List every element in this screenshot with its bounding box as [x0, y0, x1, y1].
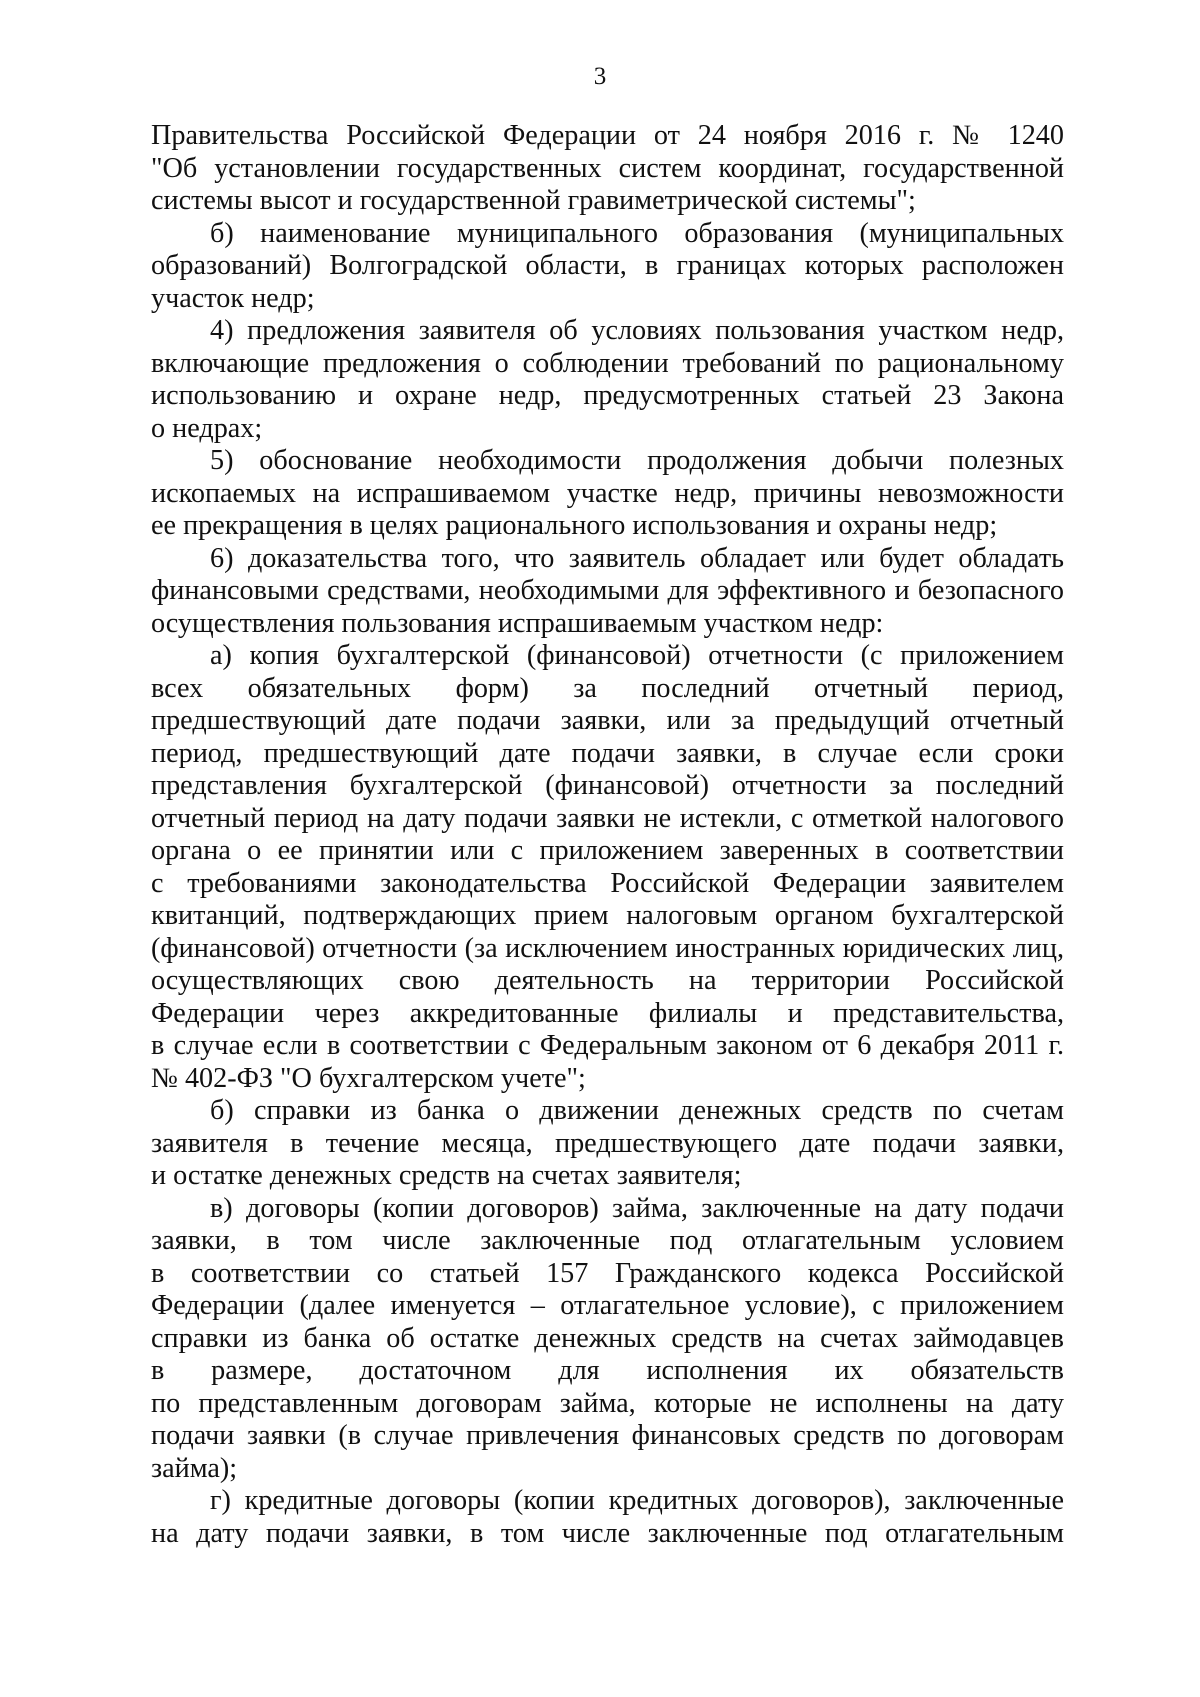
text-line: Федерации через аккредитованные филиалы и представительства,: [151, 997, 1064, 1029]
text-line: с требованиями законодательства Российской Федерации заявителем: [151, 867, 1064, 899]
text-line: осуществляющих свою деятельность на территории Российской: [151, 965, 1064, 996]
text-line: Федерации (далее именуется – отлагательное условие), с приложением: [151, 1290, 1064, 1321]
paragraph-first-line: 4) предложения заявителя об условиях пользования участком недр,: [210, 315, 1064, 346]
text-line: в размере, достаточном для исполнения их обязательств: [151, 1355, 1064, 1386]
page-number: 3: [593, 63, 607, 90]
text-line: представления бухгалтерской (финансовой) отчетности за последний: [151, 770, 1064, 801]
text-line: использованию и охране недр, предусмотренных статьей 23 Закона: [151, 380, 1064, 411]
body-text: [151, 120, 1064, 1550]
text-line: займа);: [151, 1452, 238, 1484]
text-line: заявки, в том числе заключенные под отлагательным условием: [151, 1225, 1064, 1256]
text-line: ископаемых на испрашиваемом участке недр, причины невозможности: [151, 477, 1064, 509]
text-line: и остатке денежных средств на счетах заявителя;: [151, 1160, 742, 1191]
text-line: системы высот и государственной гравиметрической системы";: [151, 185, 916, 216]
paragraph-first-line: в) договоры (копии договоров) займа, заключенные на дату подачи: [210, 1192, 1064, 1224]
text-line: на дату подачи заявки, в том числе заключенные под отлагательным: [151, 1517, 1064, 1549]
text-line: по представленным договорам займа, которые не исполнены на дату: [151, 1387, 1064, 1419]
text-line: образований) Волгоградской области, в границах которых расположен: [151, 250, 1064, 281]
text-line: подачи заявки (в случае привлечения финансовых средств по договорам: [151, 1420, 1064, 1451]
text-line: о недрах;: [151, 412, 263, 444]
text-line: "Об установлении государственных систем координат, государственной: [151, 152, 1064, 184]
paragraph-first-line: б) справки из банка о движении денежных средств по счетам: [210, 1095, 1064, 1126]
text-line: отчетный период на дату подачи заявки не истекли, с отметкой налогового: [151, 802, 1064, 834]
text-line: в случае если в соответствии с Федеральным законом от 6 декабря 2011 г.: [151, 1030, 1064, 1061]
paragraph-first-line: 5) обоснование необходимости продолжения добычи полезных: [210, 445, 1064, 476]
text-line: заявителя в течение месяца, предшествующего дате подачи заявки,: [151, 1127, 1064, 1159]
text-line: участок недр;: [151, 282, 315, 314]
text-line: финансовыми средствами, необходимыми для эффективного и безопасного: [151, 575, 1064, 606]
text-line: Правительства Российской Федерации от 24 ноября 2016 г. № 1240: [151, 120, 1064, 151]
text-line: всех обязательных форм) за последний отчетный период,: [151, 672, 1064, 704]
text-line: предшествующий дате подачи заявки, или за предыдущий отчетный: [151, 705, 1064, 736]
text-line: органа о ее принятии или с приложением заверенных в соответствии: [151, 835, 1064, 866]
text-line: осуществления пользования испрашиваемым участком недр:: [151, 607, 884, 639]
paragraph-first-line: а) копия бухгалтерской (финансовой) отчетности (с приложением: [210, 640, 1064, 671]
paragraph-first-line: 6) доказательства того, что заявитель обладает или будет обладать: [210, 542, 1064, 574]
paragraph-first-line: г) кредитные договоры (копии кредитных договоров), заключенные: [210, 1485, 1064, 1516]
text-line: период, предшествующий дате подачи заявки, в случае если сроки: [151, 737, 1064, 769]
text-line: включающие предложения о соблюдении требований по рациональному: [151, 347, 1064, 379]
text-line: квитанций, подтверждающих прием налоговым органом бухгалтерской: [151, 900, 1064, 931]
text-line: справки из банка об остатке денежных средств на счетах займодавцев: [151, 1322, 1064, 1354]
text-line: № 402-ФЗ "О бухгалтерском учете";: [151, 1062, 586, 1094]
paragraph-first-line: б) наименование муниципального образования (муниципальных: [210, 217, 1064, 249]
text-line: в соответствии со статьей 157 Гражданского кодекса Российской: [151, 1257, 1064, 1289]
text-line: ее прекращения в целях рационального использования и охраны недр;: [151, 510, 998, 541]
text-line: (финансовой) отчетности (за исключением иностранных юридических лиц,: [151, 932, 1064, 964]
